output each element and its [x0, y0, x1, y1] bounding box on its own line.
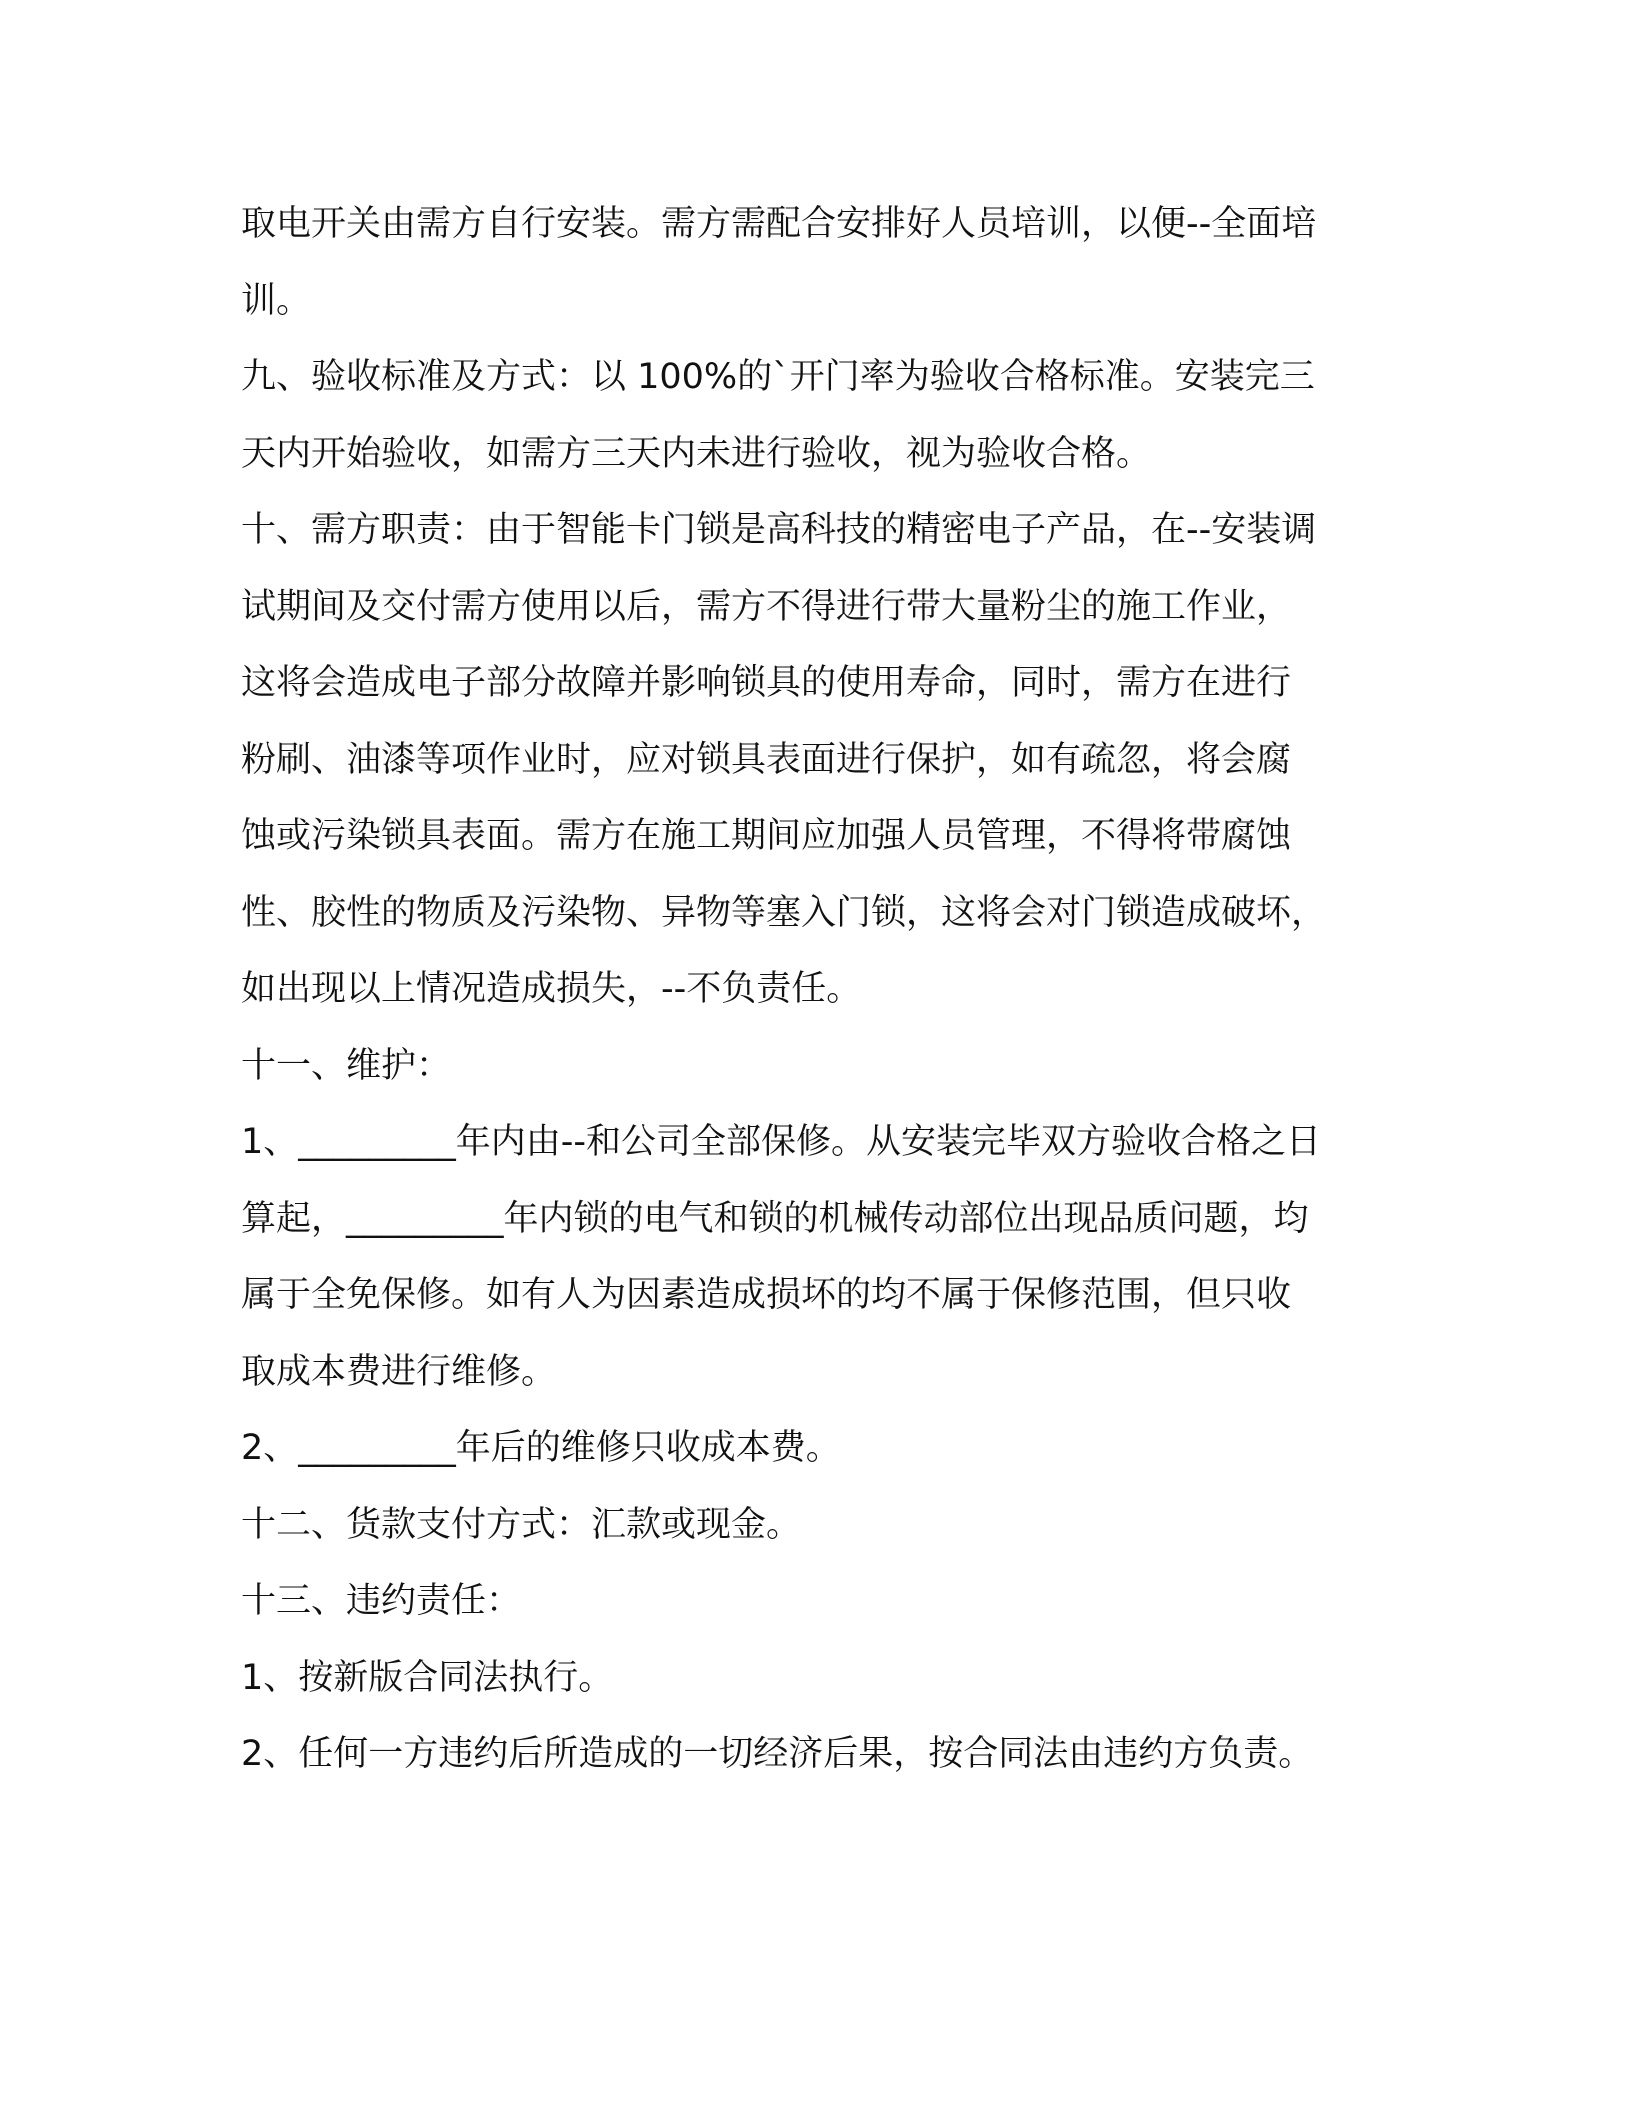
text-line: 1、_________年内由--和公司全部保修。从安装完毕双方验收合格之日 [241, 1122, 1322, 1162]
text-line: 属于全免保修。如有人为因素造成损坏的均不属于保修范围，但只收 [241, 1275, 1292, 1315]
text-line: 天内开始验收，如需方三天内未进行验收，视为验收合格。 [241, 433, 1152, 474]
text-line: 粉刷、油漆等项作业时，应对锁具表面进行保护，如有疏忽，将会腐 [241, 739, 1292, 780]
text-line: 2、_________年后的维修只收成本费。 [241, 1428, 841, 1468]
text-line: 2、任何一方违约后所造成的一切经济后果，按合同法由违约方负责。 [241, 1734, 1314, 1774]
section-heading: 十一、维护： [241, 1045, 452, 1086]
text-line: 十、需方职责：由于智能卡门锁是高科技的精密电子产品，在--安装调 [241, 510, 1317, 550]
text-line: 这将会造成电子部分故障并影响锁具的使用寿命，同时，需方在进行 [241, 663, 1292, 703]
text-line: 1、按新版合同法执行。 [241, 1657, 614, 1698]
section-heading: 十三、违约责任： [241, 1581, 522, 1621]
text-line: 九、验收标准及方式：以 100%的`开门率为验收合格标准。安装完三 [241, 357, 1315, 397]
text-line: 蚀或污染锁具表面。需方在施工期间应加强人员管理，不得将带腐蚀 [241, 816, 1292, 856]
text-line: 取电开关由需方自行安装。需方需配合安排好人员培训，以便--全面培 [241, 204, 1317, 244]
text-line: 取成本费进行维修。 [241, 1351, 557, 1392]
document-body [241, 186, 1391, 1793]
text-line: 试期间及交付需方使用以后，需方不得进行带大量粉尘的施工作业， [241, 586, 1292, 627]
section-heading: 十二、货款支付方式：汇款或现金。 [241, 1504, 802, 1545]
text-line: 如出现以上情况造成损失，--不负责任。 [241, 969, 862, 1009]
text-line: 性、胶性的物质及污染物、异物等塞入门锁，这将会对门锁造成破坏， [241, 892, 1327, 933]
text-line: 算起，_________年内锁的电气和锁的机械传动部位出现品质问题，均 [241, 1198, 1309, 1239]
text-line: 训。 [241, 280, 312, 321]
